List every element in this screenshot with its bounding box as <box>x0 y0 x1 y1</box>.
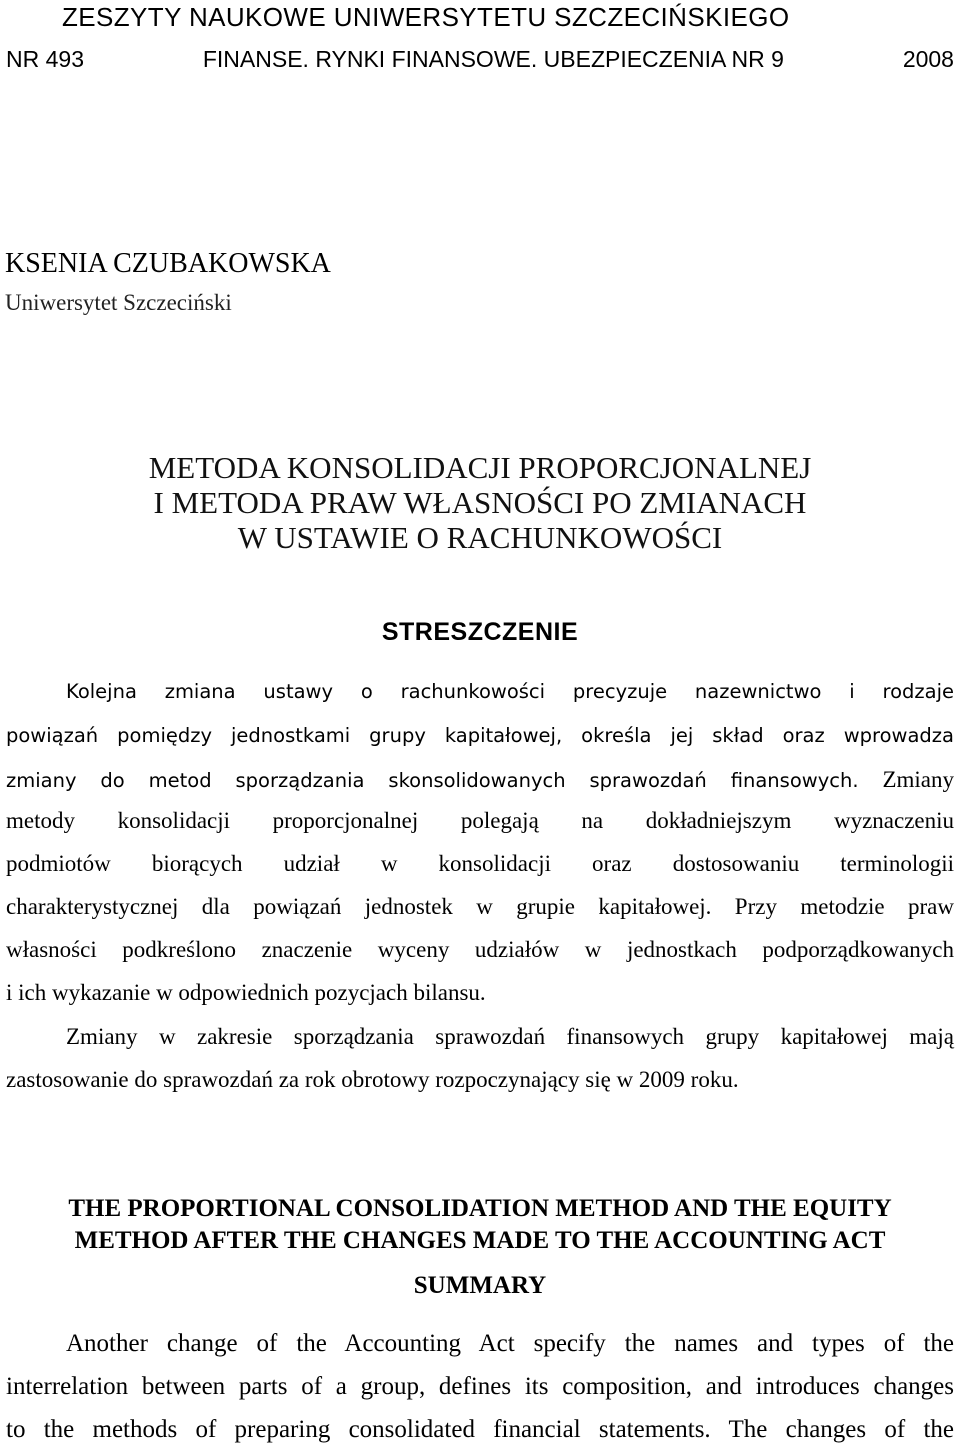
abstract-pl-line: i ich wykazanie w odpowiednich pozycjach bilansu. <box>6 980 486 1005</box>
abstract-pl-line: metody konsolidacji proporcjonalnej polegają na dokładniejszym wyznaczeniu <box>6 808 954 833</box>
abstract-pl-line: powiązań pomiędzy jednostkami grupy kapitałowej, określa jej skład oraz wprowadza <box>6 724 954 747</box>
article-title-pl <box>0 450 960 555</box>
abstract-pl-line: podmiotów biorących udział w konsolidacji oraz dostosowaniu terminologii <box>6 851 954 876</box>
title-en-line: METHOD AFTER THE CHANGES MADE TO THE ACCOUNTING ACT <box>74 1227 886 1254</box>
abstract-en-line: Another change of the Accounting Act specify the names and types of the <box>66 1330 954 1357</box>
series-title: FINANSE. RYNKI FINANSOWE. UBEZPIECZENIA NR 9 <box>202 46 784 72</box>
abstract-pl-text: Zmiany <box>882 767 955 792</box>
title-en-line: THE PROPORTIONAL CONSOLIDATION METHOD AND THE EQUITY <box>68 1195 892 1222</box>
abstract-pl-line: Zmiany w zakresie sporządzania sprawozdań finansowych grupy kapitałowej mają <box>66 1024 954 1049</box>
abstract-pl-line <box>6 767 954 793</box>
journal-issue-line <box>6 46 954 73</box>
article-title-en <box>0 1193 960 1257</box>
title-pl-line: W USTAWIE O RACHUNKOWOŚCI <box>237 520 723 555</box>
abstract-pl-line: Kolejna zmiana ustawy o rachunkowości precyzuje nazewnictwo i rodzaje <box>66 680 954 703</box>
abstract-pl-text: zmiany do metod sporządzania skonsolidowanych sprawozdań finansowych. <box>6 769 859 792</box>
abstract-en-line: to the methods of preparing consolidated financial statements. The changes of the <box>6 1416 954 1443</box>
abstract-pl-line: zastosowanie do sprawozdań za rok obrotowy rozpoczynający się w 2009 roku. <box>6 1067 739 1092</box>
abstract-pl-line: charakterystycznej dla powiązań jednostek w grupie kapitałowej. Przy metodzie praw <box>6 894 954 919</box>
abstract-pl-line: własności podkreślono znaczenie wyceny udziałów w jednostkach podporządkowanych <box>6 937 954 962</box>
abstract-en-heading: SUMMARY <box>413 1272 547 1299</box>
issue-year: 2008 <box>902 46 954 72</box>
title-pl-line: I METODA PRAW WŁASNOŚCI PO ZMIANACH <box>153 485 807 520</box>
title-pl-line: METODA KONSOLIDACJI PROPORCJONALNEJ <box>148 450 812 485</box>
issue-number: NR 493 <box>6 46 84 72</box>
journal-title: ZESZYTY NAUKOWE UNIWERSYTETU SZCZECIŃSKIEGO <box>62 2 790 32</box>
abstract-pl-heading: STRESZCZENIE <box>381 618 579 646</box>
author-affiliation: Uniwersytet Szczeciński <box>5 290 232 315</box>
author-name: KSENIA CZUBAKOWSKA <box>5 248 331 279</box>
abstract-en-line: interrelation between parts of a group, defines its composition, and introduces changes <box>6 1373 954 1400</box>
